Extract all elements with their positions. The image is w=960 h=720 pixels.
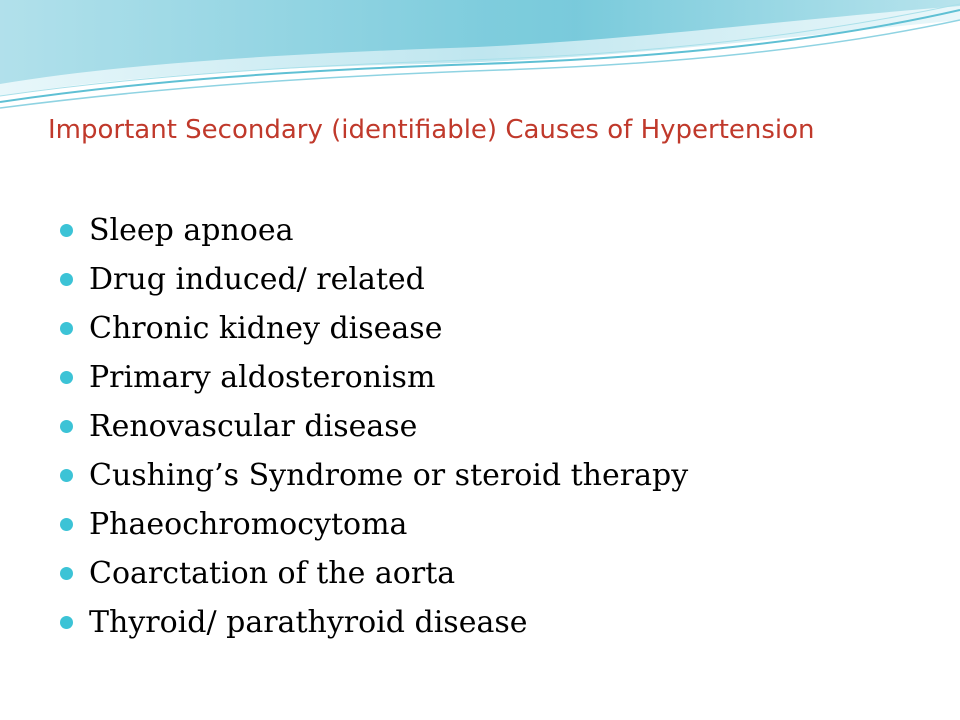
bullet-item <box>60 206 920 255</box>
bullet-item <box>60 598 920 647</box>
bullet-text: Phaeochromocytoma <box>89 507 408 542</box>
bullet-dot-icon <box>60 273 73 286</box>
wave-header-decoration <box>0 0 960 120</box>
bullet-text: Chronic kidney disease <box>89 311 443 346</box>
bullet-dot-icon <box>60 616 73 629</box>
bullet-item <box>60 255 920 304</box>
bullet-text: Coarctation of the aorta <box>89 556 456 591</box>
bullet-text: Drug induced/ related <box>89 262 425 297</box>
bullet-item <box>60 304 920 353</box>
bullet-item <box>60 353 920 402</box>
bullet-text: Thyroid/ parathyroid disease <box>89 605 528 640</box>
bullet-dot-icon <box>60 322 73 335</box>
bullet-text: Cushing’s Syndrome or steroid therapy <box>89 458 689 493</box>
bullet-item <box>60 402 920 451</box>
bullet-item <box>60 549 920 598</box>
bullet-text: Primary aldosteronism <box>89 360 436 395</box>
bullet-dot-icon <box>60 567 73 580</box>
bullet-dot-icon <box>60 224 73 237</box>
slide-title: Important Secondary (identifiable) Causes of Hypertension <box>48 115 815 145</box>
bullet-dot-icon <box>60 518 73 531</box>
bullet-item <box>60 500 920 549</box>
bullet-dot-icon <box>60 469 73 482</box>
bullet-dot-icon <box>60 420 73 433</box>
bullet-dot-icon <box>60 371 73 384</box>
bullet-item <box>60 451 920 500</box>
bullet-text: Renovascular disease <box>89 409 418 444</box>
bullet-list <box>60 206 920 647</box>
bullet-text: Sleep apnoea <box>89 213 294 248</box>
